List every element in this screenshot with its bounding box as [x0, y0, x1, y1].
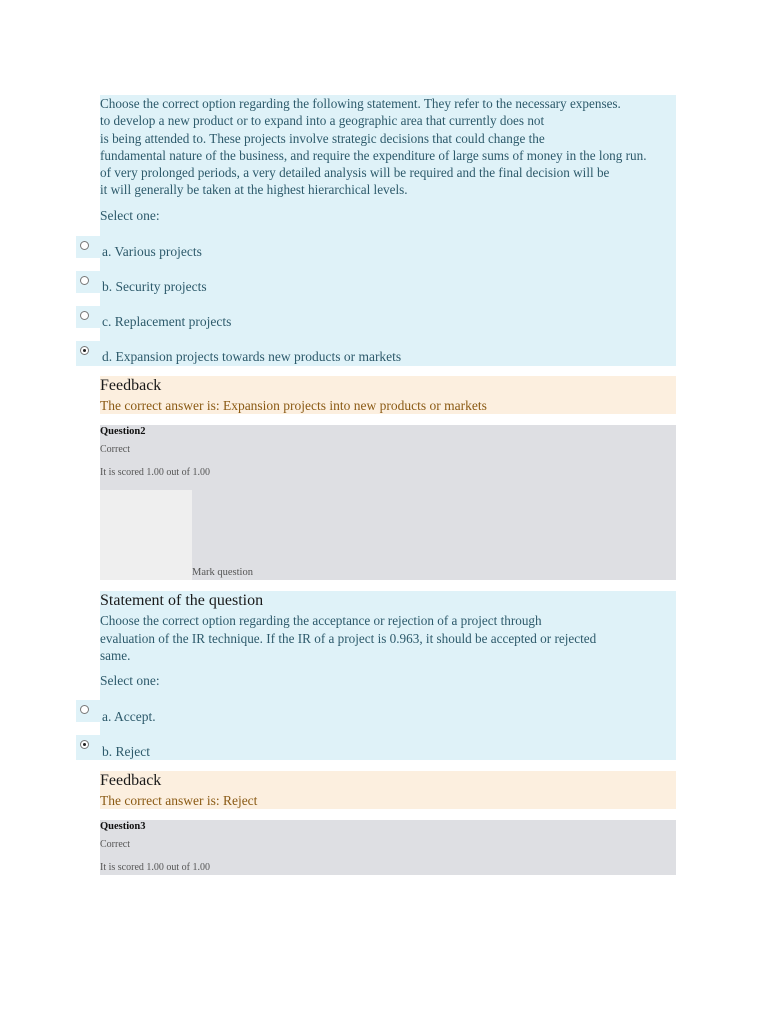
mark-question-link[interactable]: Mark question: [192, 567, 253, 578]
feedback-title: Feedback: [100, 377, 162, 394]
question2-feedback: [100, 771, 676, 809]
radio-option-b[interactable]: [80, 276, 89, 285]
question3-state: Correct: [100, 839, 130, 850]
option-c-label[interactable]: c. Replacement projects: [102, 314, 232, 329]
question1-text: [100, 95, 676, 199]
feedback-text: The correct answer is: Reject: [100, 793, 258, 808]
statement-line: same.: [100, 648, 131, 663]
statement-title: Statement of the question: [100, 592, 264, 609]
statement-line: is being attended to. These projects involve strategic decisions that could change the: [100, 130, 545, 146]
question3-title: Question3: [100, 821, 146, 832]
feedback-text: The correct answer is: Expansion projects into new products or markets: [100, 398, 487, 413]
statement-line: Choose the correct option regarding the following statement. They refer to the necessary expenses.: [100, 96, 621, 111]
question2-title: Question2: [100, 426, 146, 437]
flag-box[interactable]: [100, 490, 192, 580]
select-one-label: Select one:: [100, 208, 160, 223]
radio-option-a[interactable]: [80, 705, 89, 714]
statement-line: of very prolonged periods, a very detailed analysis will be required and the final decision will be: [100, 165, 610, 181]
question2-info: [100, 425, 676, 580]
option-b-label[interactable]: b. Security projects: [102, 279, 207, 294]
question3-score: It is scored 1.00 out of 1.00: [100, 862, 210, 873]
option-pad: [76, 341, 102, 366]
question2-statement: [100, 591, 676, 760]
statement-line: to develop a new product or to expand into a geographic area that currently does not: [100, 113, 545, 129]
option-a-label[interactable]: a. Accept.: [102, 709, 156, 724]
radio-option-c[interactable]: [80, 311, 89, 320]
option-d-label[interactable]: d. Expansion projects towards new products or markets: [102, 349, 402, 364]
statement-line: Choose the correct option regarding the acceptance or rejection of a project through: [100, 613, 542, 628]
option-pad: [76, 735, 102, 760]
statement-line: evaluation of the IR technique. If the IR of a project is 0.963, it should be accepted or rejected: [100, 630, 597, 646]
question2-score: It is scored 1.00 out of 1.00: [100, 467, 210, 478]
option-b-label[interactable]: b. Reject: [102, 744, 150, 759]
radio-option-b[interactable]: [80, 740, 89, 749]
radio-option-a[interactable]: [80, 241, 89, 250]
radio-option-d[interactable]: [80, 346, 89, 355]
question2-text: [100, 612, 676, 665]
question1-feedback: [100, 376, 676, 414]
question2-state: Correct: [100, 444, 130, 455]
statement-line: fundamental nature of the business, and require the expenditure of large sums of money in the long run.: [100, 147, 647, 163]
select-one-label: Select one:: [100, 673, 160, 688]
option-a-label[interactable]: a. Various projects: [102, 244, 202, 259]
feedback-title: Feedback: [100, 772, 162, 789]
question3-info: [100, 820, 676, 875]
statement-line: it will generally be taken at the highest hierarchical levels.: [100, 182, 408, 198]
